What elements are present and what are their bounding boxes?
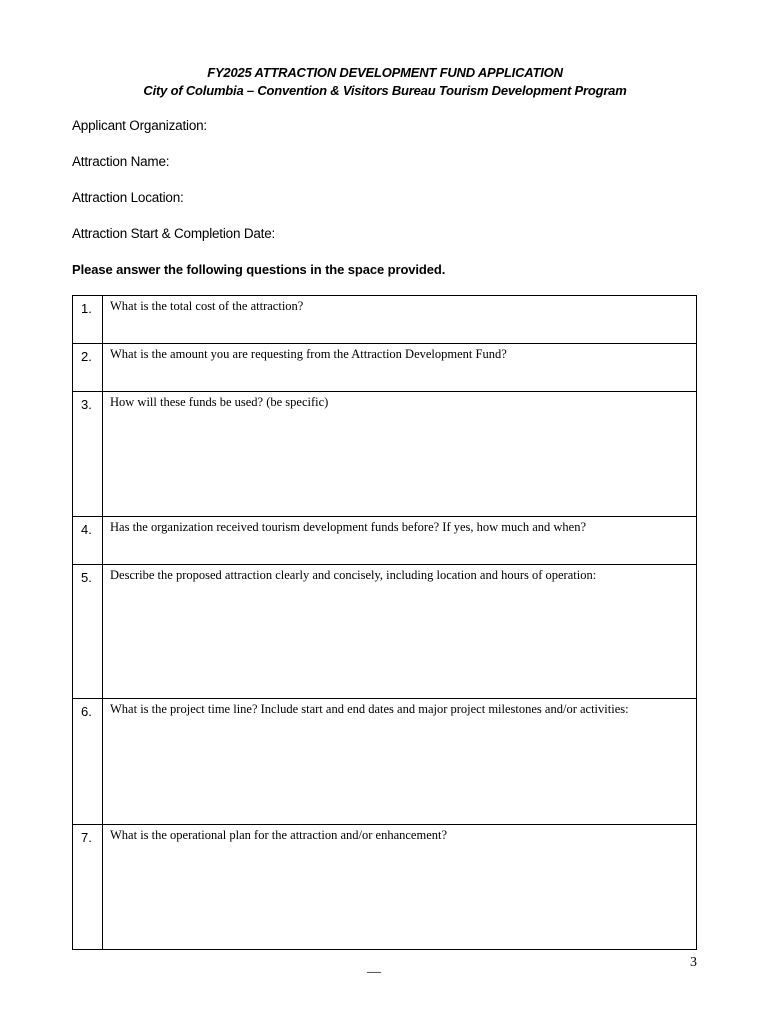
attraction-name-label: Attraction Name: xyxy=(72,154,170,169)
question-row-3 xyxy=(73,392,697,517)
start-completion-date-label: Attraction Start & Completion Date: xyxy=(72,226,276,241)
question-number: 2. xyxy=(73,344,103,392)
question-number: 5. xyxy=(73,565,103,699)
document-title: FY2025 ATTRACTION DEVELOPMENT FUND APPLICATION xyxy=(207,65,563,80)
question-number: 4. xyxy=(73,517,103,565)
document-header xyxy=(0,64,770,100)
question-row-2 xyxy=(73,344,697,392)
question-row-7 xyxy=(73,825,697,950)
instructions-text: Please answer the following questions in the space provided. xyxy=(72,262,446,277)
questions-table xyxy=(72,295,697,950)
question-text: What is the operational plan for the attraction and/or enhancement? xyxy=(103,825,697,950)
question-number: 7. xyxy=(73,825,103,950)
question-text: What is the total cost of the attraction? xyxy=(103,296,697,344)
attraction-location-label: Attraction Location: xyxy=(72,190,184,205)
question-row-6 xyxy=(73,699,697,825)
question-text: Describe the proposed attraction clearly and concisely, including location and hours of operation: xyxy=(103,565,697,699)
question-row-1 xyxy=(73,296,697,344)
question-number: 6. xyxy=(73,699,103,825)
applicant-organization-label: Applicant Organization: xyxy=(72,118,207,133)
question-text: Has the organization received tourism development funds before? If yes, how much and when? xyxy=(103,517,697,565)
question-text: What is the amount you are requesting from the Attraction Development Fund? xyxy=(103,344,697,392)
question-number: 3. xyxy=(73,392,103,517)
question-number: 1. xyxy=(73,296,103,344)
question-row-5 xyxy=(73,565,697,699)
question-text: What is the project time line? Include start and end dates and major project milestones and/or activities: xyxy=(103,699,697,825)
question-row-4 xyxy=(73,517,697,565)
document-subtitle: City of Columbia – Convention & Visitors Bureau Tourism Development Program xyxy=(143,83,627,98)
question-text: How will these funds be used? (be specific) xyxy=(103,392,697,517)
page-number: 3 xyxy=(690,955,697,970)
footer-mark: __ xyxy=(367,960,381,975)
